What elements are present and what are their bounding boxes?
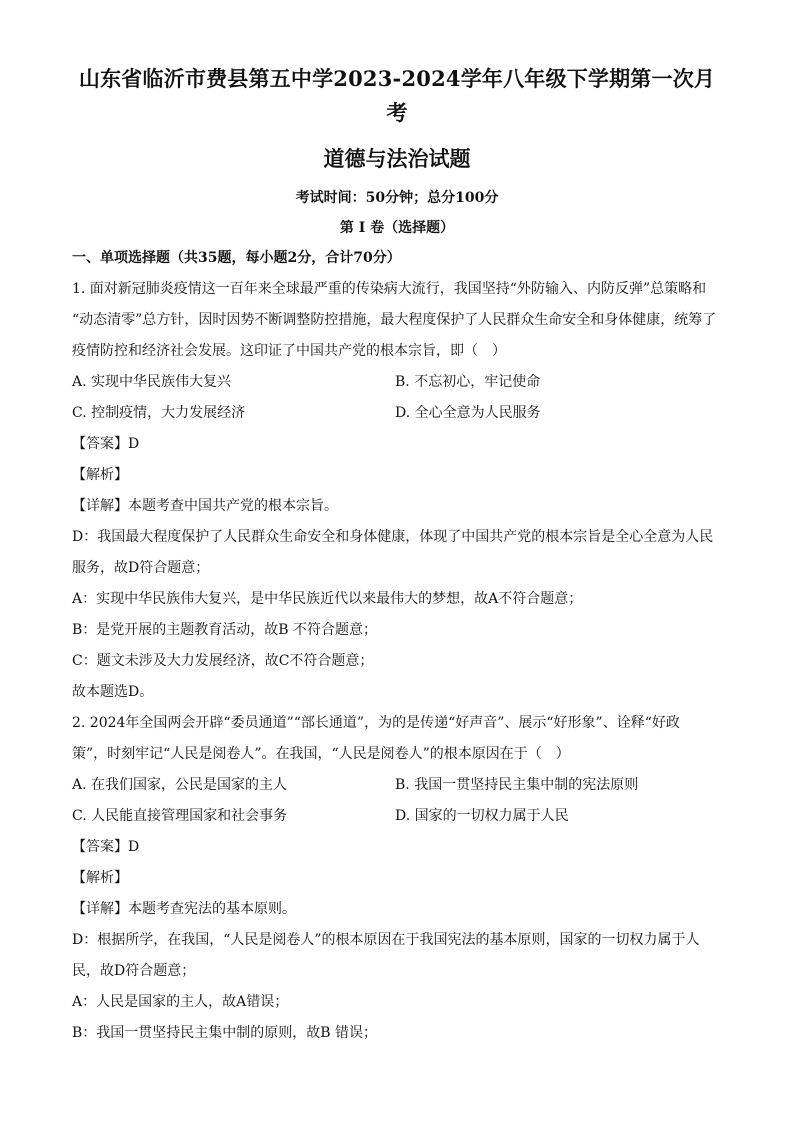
options: [72, 770, 722, 832]
detail-line: 服务，故D符合题意；: [72, 560, 210, 576]
question-2: [72, 708, 722, 1049]
exam-subject: 道德与法治试题: [323, 146, 471, 171]
question-stem-line: 疫情防控和经济社会发展。这印证了中国共产党的根本宗旨，即（ ）: [72, 343, 506, 359]
exam-info: 考试时间：50分钟；总分100分: [295, 190, 499, 206]
option-c: C. 人民能直接管理国家和社会事务: [72, 808, 288, 824]
section-heading: 一、单项选择题（共35题，每小题2分，合计70分）: [72, 250, 401, 266]
option-b: B. 我国一贯坚持民主集中制的宪法原则: [395, 777, 639, 793]
detail-line: C：题文未涉及大力发展经济，故C不符合题意；: [72, 653, 374, 669]
options: [72, 367, 722, 429]
volume-heading: 第 I 卷（选择题）: [339, 220, 455, 236]
option-b: B. 不忘初心，牢记使命: [395, 374, 541, 390]
question-stem-line: 策”，时刻牢记“人民是阅卷人”。在我国，“人民是阅卷人”的根本原因在于（ ）: [72, 746, 570, 762]
detail-line: B：我国一贯坚持民主集中制的原则，故B 错误；: [72, 1025, 378, 1041]
answer: 【答案】D: [72, 839, 140, 855]
option-a: A. 实现中华民族伟大复兴: [72, 374, 232, 390]
detail-line: 民，故D符合题意；: [72, 963, 196, 979]
detail-line: A：实现中华民族伟大复兴，是中华民族近代以来最伟大的梦想，故A不符合题意；: [72, 591, 583, 607]
option-d: D. 国家的一切权力属于人民: [395, 808, 569, 824]
answer: 【答案】D: [72, 436, 140, 452]
analysis-label: 【解析】: [72, 467, 128, 483]
detail-line: A：人民是国家的主人，故A错误；: [72, 994, 289, 1010]
detail-line: D：我国最大程度保护了人民群众生命安全和身体健康，体现了中国共产党的根本宗旨是全心全意为人民: [72, 529, 714, 545]
detail-line: B：是党开展的主题教育活动，故B 不符合题意；: [72, 622, 378, 638]
exam-title: 山东省临沂市费县第五中学2023-2024学年八年级下学期第一次月考: [78, 66, 716, 125]
question-stem-line: “动态清零”总方针，因时因势不断调整防控措施，最大程度保护了人民群众生命安全和身体健康，统筹了: [72, 312, 717, 328]
question-stem-line: 2. 2024年全国两会开辟“委员通道”“部长通道”，为的是传递“好声音”、展示“好形象”、诠释“好政: [72, 715, 680, 731]
option-a: A. 在我们国家，公民是国家的主人: [72, 777, 288, 793]
detail-line: D：根据所学，在我国，“人民是阅卷人”的根本原因在于我国宪法的基本原则，国家的一切权力属于人: [72, 932, 700, 948]
question-stem-line: 1. 面对新冠肺炎疫情这一百年来全球最严重的传染病大流行，我国坚持“外防输入、内防反弹”总策略和: [72, 281, 707, 297]
option-d: D. 全心全意为人民服务: [395, 405, 541, 421]
detail-line: 【详解】本题考查中国共产党的根本宗旨。: [72, 498, 338, 514]
detail-line: 故本题选D。: [72, 684, 154, 700]
detail-line: 【详解】本题考查宪法的基本原则。: [72, 901, 296, 917]
question-1: [72, 274, 722, 708]
analysis-label: 【解析】: [72, 870, 128, 886]
option-c: C. 控制疫情，大力发展经济: [72, 405, 246, 421]
